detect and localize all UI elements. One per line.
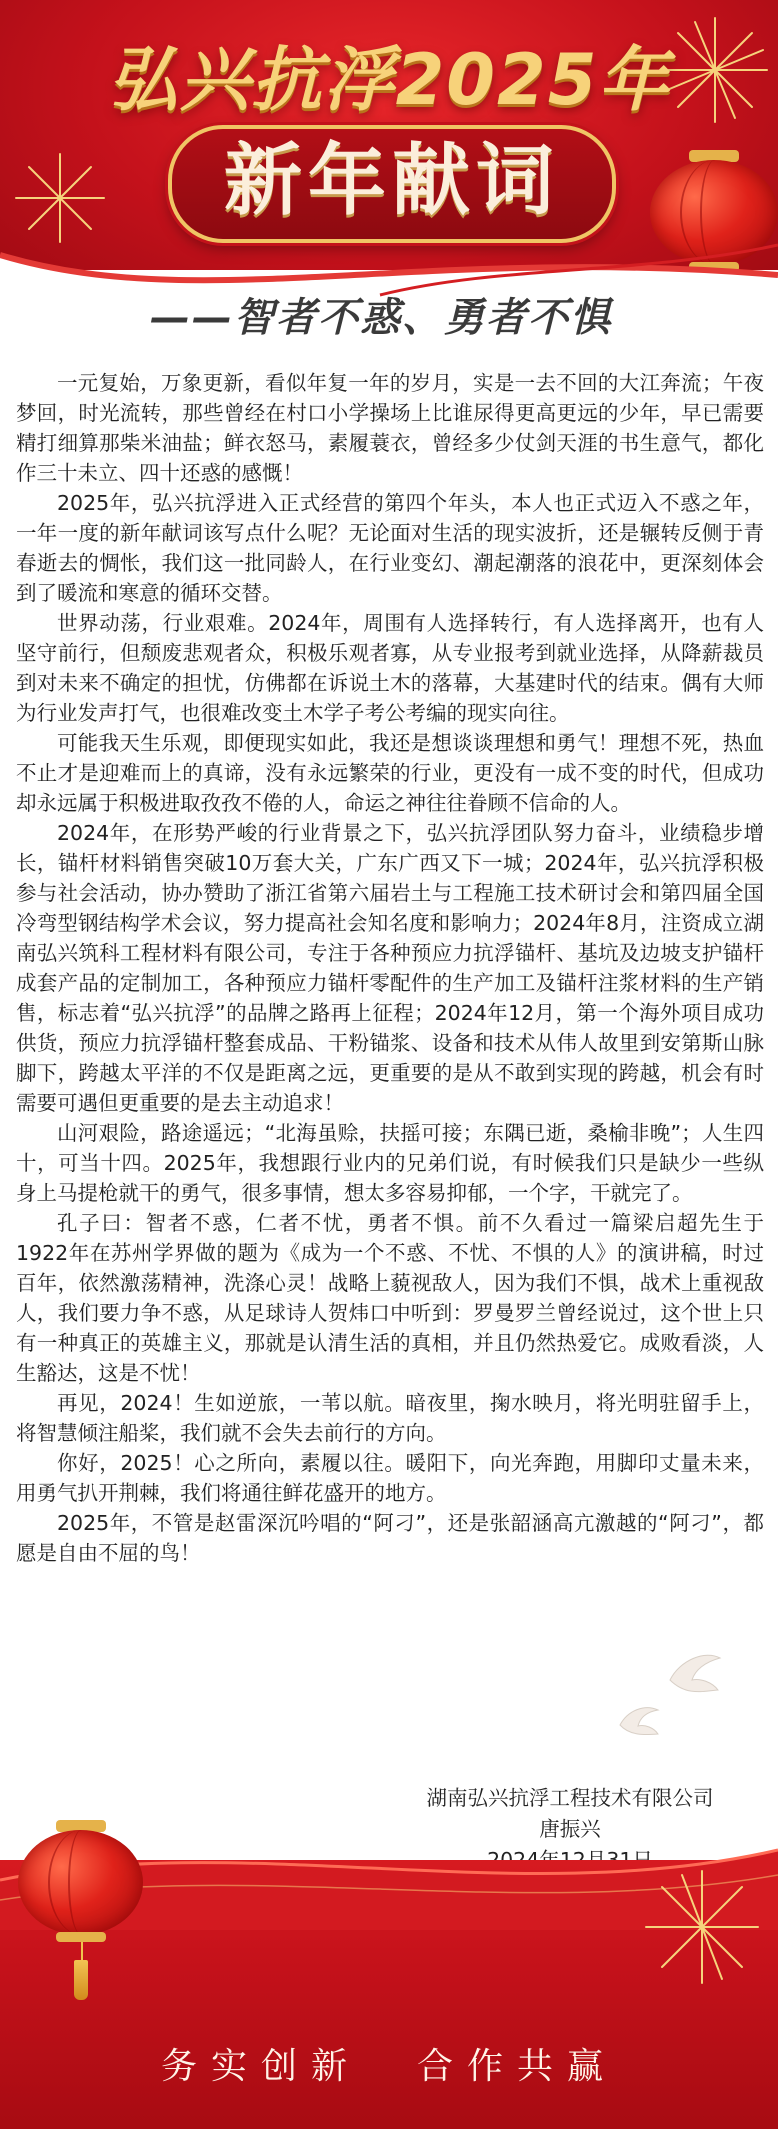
paragraph: 世界动荡，行业艰难。2024年，周围有人选择转行，有人选择离开，也有人坚守前行，但颓废悲观者众，积极乐观者寡，从专业报考到就业选择，从降薪裁员到对未来不确定的担忧，仿佛都在诉说土木的落幕，大基建时代的结束。偶有大师为行业发声打气，也很难改变土木学子考公考编的现实向往。 <box>16 611 764 725</box>
paragraph: 孔子曰：智者不惑，仁者不忧，勇者不惧。前不久看过一篇梁启超先生于1922年在苏州学界做的题为《成为一个不惑、不忧、不惧的人》的演讲稿，时过百年，依然激荡精神，洗涤心灵！战略上藐视敌人，因为我们不惧，战术上重视敌人，我们要力争不惑，从足球诗人贺炜口中听到：罗曼罗兰曾经说过，这个世上只有一种真正的英雄主义，那就是认清生活的真相，并且仍然热爱它。成败看淡，人生豁达，这是不忧！ <box>16 1211 764 1385</box>
paragraph: 再见，2024！生如逆旅，一苇以航。暗夜里，掬水映月，将光明驻留手上，将智慧倾注船桨，我们就不会失去前行的方向。 <box>16 1391 764 1445</box>
article-body <box>16 368 764 1568</box>
slogan-right: 合作共赢 <box>417 2046 618 2087</box>
firework-icon <box>10 148 110 248</box>
poster-title: 弘兴抗浮2025年 <box>107 39 671 121</box>
subtitle-text: 新年献词 <box>223 136 560 226</box>
lantern-icon <box>18 1820 143 2010</box>
company-name: 湖南弘兴抗浮工程技术有限公司 <box>426 1786 714 1810</box>
subtitle-banner <box>168 125 616 243</box>
paragraph: 2025年，弘兴抗浮进入正式经营的第四个年头，本人也正式迈入不惑之年，一年一度的新年献词该写点什么呢？无论面对生活的现实波折，还是辗转反侧于青春逝去的惆怅，我们这一批同龄人，在行业变幻、潮起潮落的浪花中，更深刻体会到了暖流和寒意的循环交替。 <box>16 491 764 605</box>
paragraph: 你好，2025！心之所向，素履以往。暖阳下，向光奔跑，用脚印丈量未来，用勇气扒开荆棘，我们将通往鲜花盛开的地方。 <box>16 1451 764 1505</box>
slogan-left: 务实创新 <box>160 2046 361 2087</box>
motto-heading: ——智者不惑、勇者不惧 <box>150 295 612 341</box>
paragraph: 2024年，在形势严峻的行业背景之下，弘兴抗浮团队努力奋斗，业绩稳步增长，锚杆材料销售突破10万套大关，广东广西又下一城；2024年，弘兴抗浮积极参与社会活动，协办赞助了浙江省第六届岩土与工程施工技术研讨会和第四届全国冷弯型钢结构学术会议，努力提高社会知名度和影响力；2024年8月，注资成立湖南弘兴筑科工程材料有限公司，专注于各种预应力抗浮锚杆、基坑及边坡支护锚杆成套产品的定制加工，各种预应力锚杆零配件的生产加工及锚杆注浆材料的生产销售，标志着“弘兴抗浮”的品牌之路再上征程；2024年12月，第一个海外项目成功供货，预应力抗浮锚杆整套成品、干粉锚浆、设备和技术从伟人故里到安第斯山脉脚下，跨越太平洋的不仅是距离之远，更重要的是从不敢到实现的跨越，机会有时需要可遇但更重要的是去主动追求！ <box>16 821 764 1115</box>
footer-slogan <box>0 2038 778 2089</box>
paragraph: 山河艰险，路途遥远；“北海虽赊，扶摇可接；东隅已逝，桑榆非晚”；人生四十，可当十四。2025年，我想跟行业内的兄弟们说，有时候我们只是缺少一些纵身上马提枪就干的勇气，很多事情，想太多容易抑郁，一个字，干就完了。 <box>16 1121 764 1205</box>
author-name: 唐振兴 <box>539 1817 601 1841</box>
dove-icon <box>600 1640 750 1750</box>
firework-icon <box>640 1865 765 1990</box>
paragraph: 一元复始，万象更新，看似年复一年的岁月，实是一去不回的大江奔流；午夜梦回，时光流转，那些曾经在村口小学操场上比谁尿得更高更远的少年，早已需要精打细算那柴米油盐；鲜衣怒马，素履蓑衣，曾经多少仗剑天涯的书生意气，都化作三十未立、四十还惑的感慨！ <box>16 371 764 485</box>
paragraph: 2025年，不管是赵雷深沉吟唱的“阿刁”，还是张韶涵高亢激越的“阿刁”，都愿是自由不屈的鸟！ <box>16 1511 764 1565</box>
paragraph: 可能我天生乐观，即便现实如此，我还是想谈谈理想和勇气！理想不死，热血不止才是迎难而上的真谛，没有永远繁荣的行业，更没有一成不变的时代，但成功却永远属于积极进取孜孜不倦的人，命运之神往往眷顾不信命的人。 <box>16 731 764 815</box>
